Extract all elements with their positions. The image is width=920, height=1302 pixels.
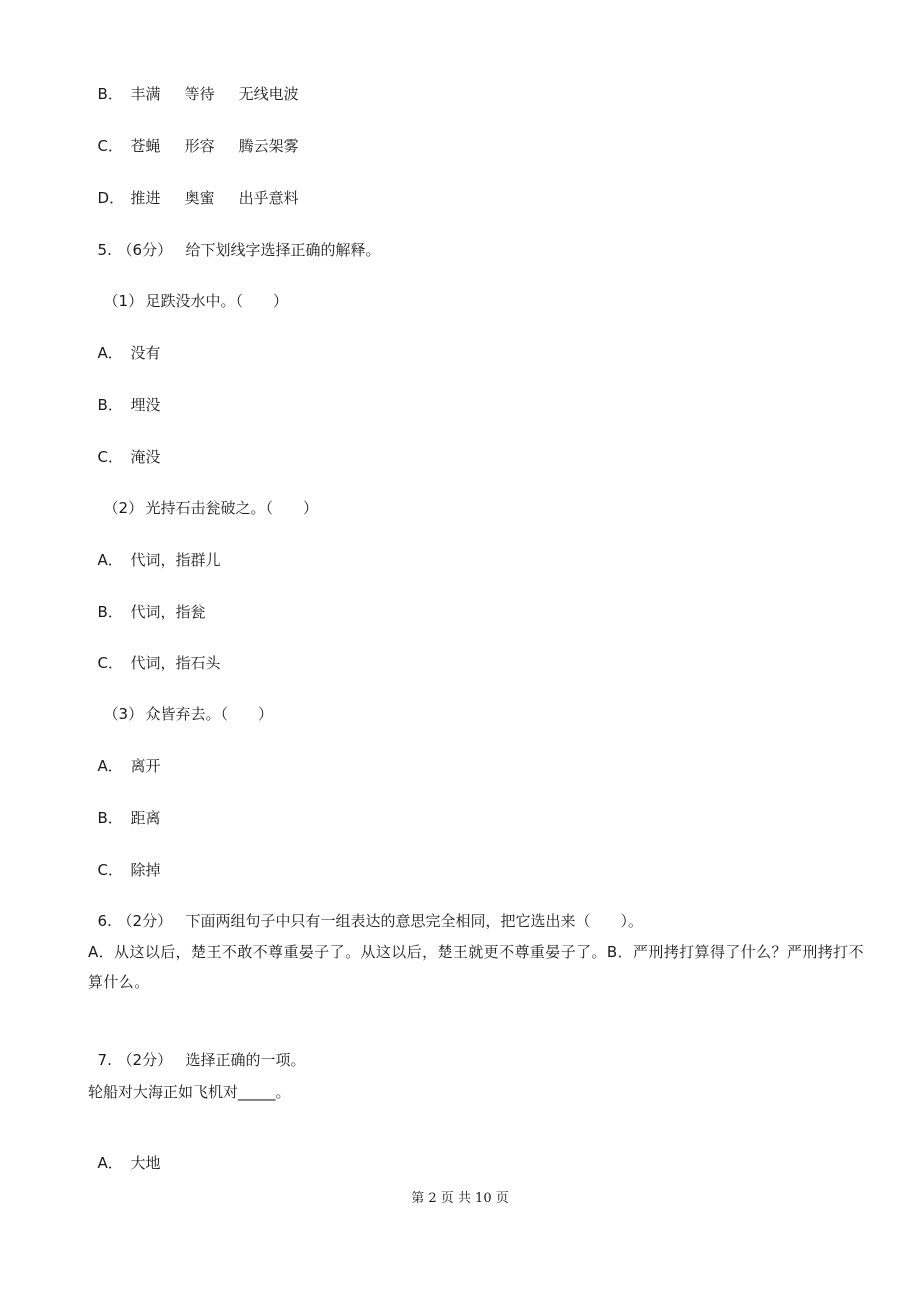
option-word: 形容 — [184, 137, 215, 155]
option-word: 苍蝇 — [130, 137, 161, 155]
option-word: 腾云架雾 — [238, 137, 299, 155]
option-word: 无线电波 — [238, 85, 299, 103]
question-number: 6. — [97, 912, 112, 930]
option-letter: C． — [97, 861, 124, 879]
q4-option-d — [88, 168, 323, 208]
question-number: 5. — [97, 241, 112, 259]
sub-question-number: （3） — [103, 705, 144, 723]
question-score: （2分） — [117, 1051, 173, 1069]
option-text: 除掉 — [130, 861, 161, 879]
q5-sub2-option-a — [88, 530, 221, 570]
question-number: 7. — [97, 1051, 112, 1069]
option-letter: A． — [97, 551, 123, 569]
option-word: 丰满 — [130, 85, 161, 103]
q5-sub2-option-c — [88, 633, 221, 673]
sub-question-text: 光持石击瓮破之。（ ） — [145, 499, 319, 517]
option-letter: C． — [97, 137, 124, 155]
q4-option-b — [88, 64, 323, 104]
q7-sentence: 轮船对大海正如飞机对_____。 — [88, 1083, 291, 1101]
option-word: 奥蜜 — [184, 189, 215, 207]
sub-question-text: 足跌没水中。（ ） — [145, 292, 289, 310]
option-text: 代词，指石头 — [130, 654, 221, 672]
option-word: 等待 — [184, 85, 215, 103]
option-letter: C． — [97, 448, 124, 466]
option-letter: C． — [97, 654, 124, 672]
option-text: 代词，指群儿 — [130, 551, 221, 569]
option-letter: B． — [97, 809, 123, 827]
q5-sub2-option-b — [88, 582, 206, 622]
sub-question-number: （1） — [103, 292, 144, 310]
page-footer: 第 2 页 共 10 页 — [411, 1191, 509, 1206]
option-text: 淹没 — [130, 448, 161, 466]
q7-header — [88, 1030, 306, 1070]
option-letter: A． — [97, 1154, 123, 1172]
q5-sub3-option-c — [88, 840, 161, 880]
q6-body: A．从这以后，楚王不敢不尊重晏子了。从这以后，楚王就更不尊重晏子了。B．严刑拷打算得了什么？严刑拷打不算什么。 — [88, 943, 864, 991]
sub-question-number: （2） — [103, 499, 144, 517]
q7-option-a — [88, 1133, 161, 1173]
option-word: 推进 — [130, 189, 161, 207]
q5-sub3 — [94, 684, 273, 724]
option-letter: A． — [97, 344, 123, 362]
q4-option-c — [88, 116, 323, 156]
q5-header — [88, 220, 381, 260]
question-stem: 下面两组句子中只有一组表达的意思完全相同，把它选出来（ ）。 — [185, 912, 644, 930]
option-text: 大地 — [130, 1154, 161, 1172]
q5-sub3-option-a — [88, 736, 161, 776]
q5-sub1 — [94, 271, 288, 311]
sub-question-text: 众皆弃去。（ ） — [145, 705, 274, 723]
option-letter: B． — [97, 85, 123, 103]
option-letter: B． — [97, 603, 123, 621]
option-letter: D． — [97, 189, 125, 207]
q5-sub1-option-a — [88, 323, 161, 363]
option-letter: B． — [97, 396, 123, 414]
q6-header — [88, 891, 643, 931]
option-letter: A． — [97, 757, 123, 775]
q5-sub1-option-c — [88, 427, 161, 467]
option-text: 代词，指瓮 — [130, 603, 206, 621]
option-text: 没有 — [130, 344, 161, 362]
question-stem: 给下划线字选择正确的解释。 — [185, 241, 381, 259]
question-score: （6分） — [117, 241, 173, 259]
q5-sub1-option-b — [88, 375, 161, 415]
question-score: （2分） — [117, 912, 173, 930]
question-stem: 选择正确的一项。 — [185, 1051, 306, 1069]
option-word: 出乎意料 — [238, 189, 299, 207]
q5-sub3-option-b — [88, 788, 161, 828]
option-text: 离开 — [130, 757, 161, 775]
option-text: 距离 — [130, 809, 161, 827]
q5-sub2 — [94, 478, 318, 518]
option-text: 埋没 — [130, 396, 161, 414]
